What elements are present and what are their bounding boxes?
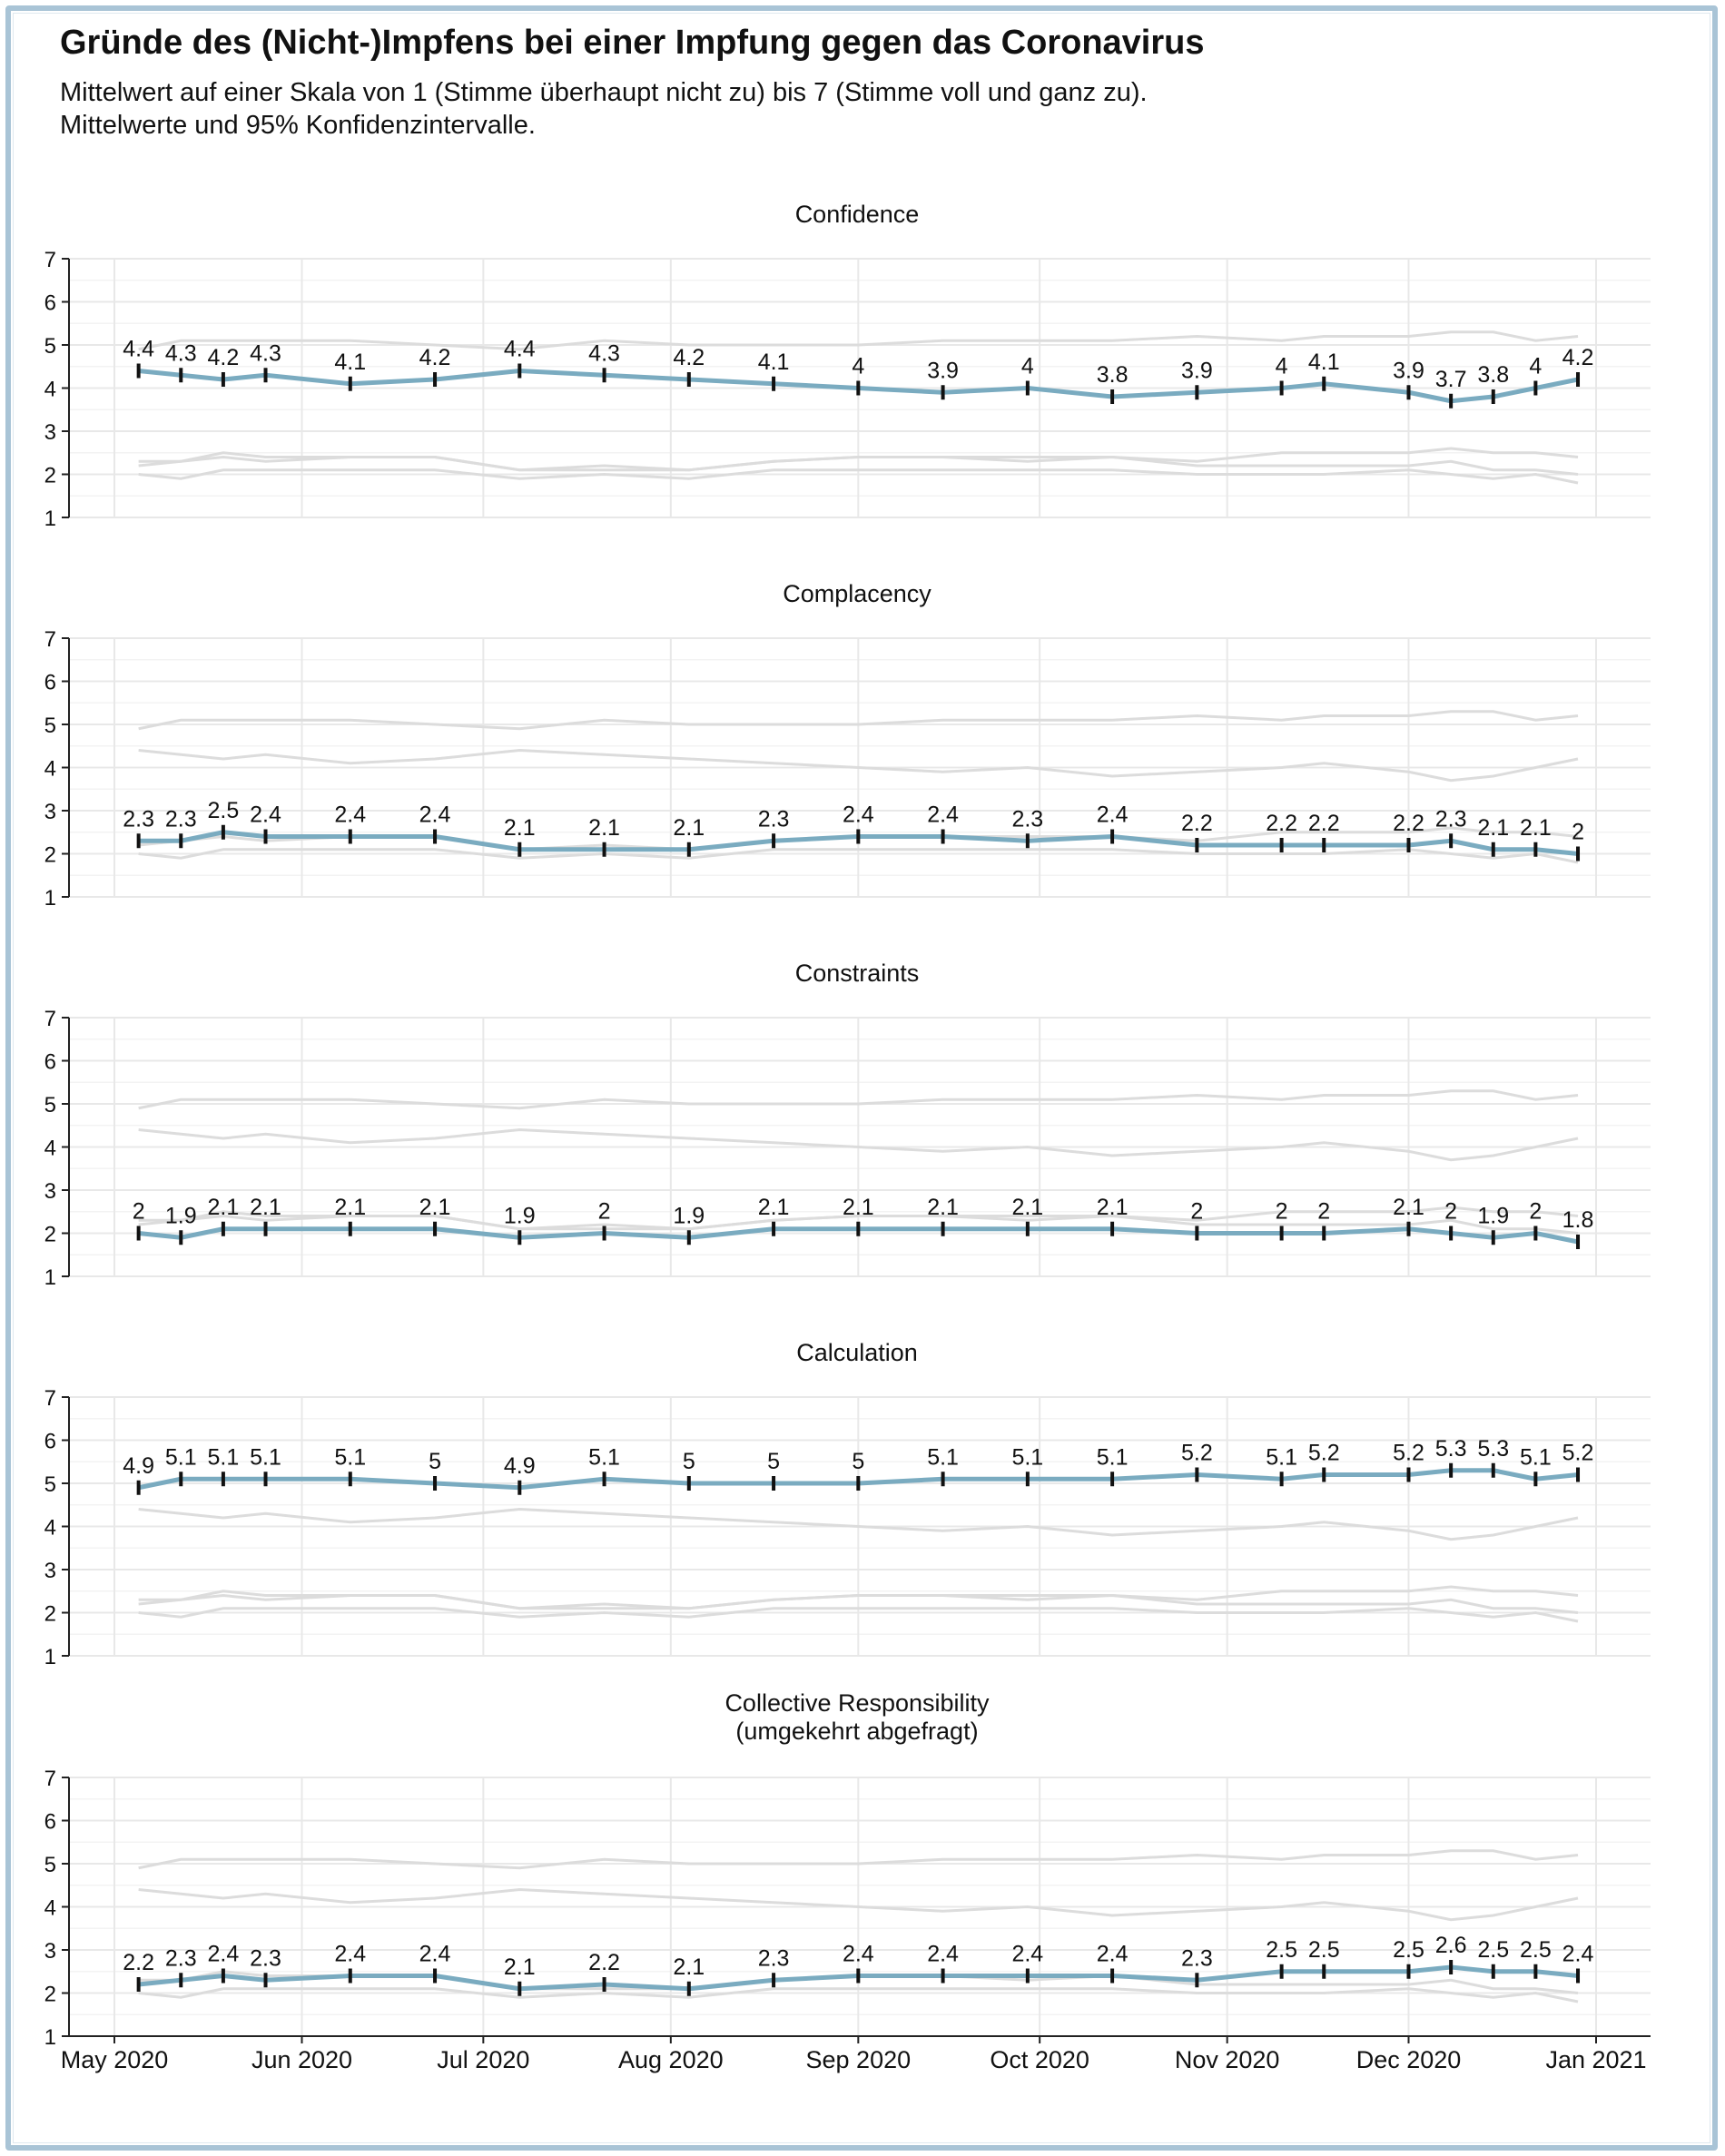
data-label: 5.1 (1520, 1444, 1552, 1471)
data-label: 2.5 (1266, 1936, 1297, 1963)
x-tick-label: Jun 2020 (251, 2046, 353, 2073)
y-tick-label: 4 (44, 1515, 56, 1541)
data-label: 1.9 (1477, 1203, 1510, 1229)
data-label: 5 (429, 1449, 441, 1474)
data-label: 4.9 (503, 1452, 536, 1479)
data-label: 2.4 (842, 1941, 874, 1967)
data-label: 5.1 (927, 1444, 959, 1471)
data-label: 2.1 (1477, 814, 1510, 841)
y-tick-label: 7 (44, 248, 56, 272)
data-label: 2.2 (1393, 811, 1424, 836)
data-label: 5.1 (1266, 1444, 1297, 1471)
data-label: 2.4 (334, 802, 367, 828)
panel-title: Calculation (796, 1339, 918, 1366)
data-label: 4.3 (250, 340, 281, 367)
data-label: 2.1 (250, 1194, 281, 1220)
y-tick-label: 5 (44, 334, 56, 359)
data-label: 2 (1190, 1198, 1204, 1225)
data-label: 1.9 (673, 1203, 705, 1229)
y-tick-label: 1 (44, 1265, 56, 1290)
data-label: 2 (1572, 819, 1584, 845)
panel-calculation (44, 1339, 1651, 1669)
data-label: 2.3 (1180, 1945, 1213, 1972)
y-tick-label: 5 (44, 1472, 56, 1497)
y-tick-label: 6 (44, 1049, 56, 1075)
data-label: 3.9 (927, 358, 959, 384)
data-label: 5.1 (1096, 1444, 1129, 1471)
y-tick-label: 2 (44, 1222, 56, 1247)
y-tick-label: 7 (44, 1007, 56, 1031)
data-label: 2.5 (1393, 1936, 1424, 1963)
data-label: 5.1 (1011, 1444, 1044, 1471)
data-label: 2.3 (757, 806, 790, 832)
data-label: 5.1 (164, 1444, 197, 1471)
x-tick-label: Sep 2020 (805, 2046, 912, 2073)
y-tick-label: 7 (44, 1767, 56, 1791)
data-label: 2.5 (1307, 1936, 1340, 1963)
data-label: 2.1 (927, 1194, 959, 1220)
panel-collective-responsibility (44, 1689, 1651, 2073)
y-tick-label: 3 (44, 420, 56, 445)
x-tick-label: Oct 2020 (990, 2046, 1089, 2073)
data-label: 4.3 (164, 340, 197, 367)
y-tick-label: 2 (44, 842, 56, 868)
data-label: 5.1 (588, 1444, 620, 1471)
x-tick-label: Jan 2021 (1545, 2046, 1647, 2073)
data-label: 5 (767, 1449, 781, 1474)
y-tick-label: 6 (44, 1429, 56, 1454)
data-label: 2.1 (334, 1194, 367, 1220)
data-label: 3.8 (1477, 362, 1510, 388)
panel-complacency (44, 580, 1651, 911)
y-tick-label: 2 (44, 1982, 56, 2007)
subtitle-line-1: Mittelwert auf einer Skala von 1 (Stimme überhaupt nicht zu) bis 7 (Stimme voll und ganz zu). (60, 78, 1148, 107)
y-tick-label: 3 (44, 1939, 56, 1964)
panel-title: Confidence (794, 201, 920, 228)
panel-title: Complacency (783, 580, 932, 607)
data-label: 5 (852, 1449, 865, 1474)
data-label: 2.4 (419, 802, 451, 828)
data-label: 2.1 (207, 1194, 240, 1220)
x-tick-label: Dec 2020 (1355, 2046, 1462, 2073)
data-label: 2.4 (1096, 1941, 1129, 1967)
data-label: 2.1 (1393, 1194, 1424, 1220)
y-tick-label: 5 (44, 1853, 56, 1877)
x-tick-label: Nov 2020 (1174, 2046, 1280, 2073)
chart-title: Gründe des (Nicht-)Impfens bei einer Impfung gegen das Coronavirus (60, 24, 1205, 62)
data-label: 2.1 (673, 1954, 705, 1980)
data-label: 2 (132, 1198, 145, 1225)
data-label: 4.1 (334, 349, 367, 375)
data-label: 5.2 (1307, 1440, 1340, 1466)
data-label: 4.9 (123, 1452, 155, 1479)
data-label: 2.1 (503, 1954, 536, 1980)
data-label: 4.4 (503, 336, 536, 362)
y-tick-label: 6 (44, 1809, 56, 1835)
y-tick-label: 2 (44, 463, 56, 488)
data-label: 2.4 (927, 802, 959, 828)
data-label: 2.4 (207, 1941, 240, 1967)
x-tick-label: Jul 2020 (437, 2046, 530, 2073)
data-label: 2 (1317, 1198, 1331, 1225)
data-label: 2.4 (842, 802, 874, 828)
y-tick-label: 4 (44, 1136, 56, 1161)
data-label: 2.1 (842, 1194, 874, 1220)
panel-title: Collective Responsibility (724, 1689, 990, 1717)
data-label: 3.9 (1180, 358, 1213, 384)
y-tick-label: 1 (44, 507, 56, 531)
data-label: 2.6 (1434, 1933, 1467, 1958)
data-label: 2.1 (1011, 1194, 1044, 1220)
y-tick-label: 6 (44, 670, 56, 695)
data-label: 5.1 (250, 1444, 281, 1471)
data-label: 2.4 (927, 1941, 959, 1967)
data-label: 2.1 (673, 814, 705, 841)
data-label: 2 (597, 1198, 611, 1225)
data-label: 2.3 (757, 1945, 790, 1972)
data-label: 2.2 (1266, 811, 1297, 836)
data-label: 4 (852, 353, 865, 379)
data-label: 4.3 (588, 340, 620, 367)
data-label: 2.4 (250, 802, 281, 828)
data-label: 4.1 (1307, 349, 1340, 375)
y-tick-label: 3 (44, 800, 56, 824)
data-label: 5 (682, 1449, 695, 1474)
y-tick-label: 5 (44, 714, 56, 738)
data-label: 2.4 (419, 1941, 451, 1967)
data-label: 2.1 (503, 814, 536, 841)
data-label: 5.2 (1562, 1440, 1594, 1466)
data-label: 2.3 (164, 806, 197, 832)
y-tick-label: 1 (44, 886, 56, 911)
data-label: 2.4 (1011, 1941, 1044, 1967)
data-label: 2.2 (1180, 811, 1213, 836)
y-tick-label: 7 (44, 1386, 56, 1411)
subtitle-line-2: Mittelwerte und 95% Konfidenzintervalle. (60, 111, 536, 140)
panel-constraints (44, 960, 1651, 1290)
panel-confidence (44, 201, 1651, 531)
y-tick-label: 1 (44, 2025, 56, 2050)
y-tick-label: 2 (44, 1601, 56, 1627)
data-label: 4.4 (123, 336, 155, 362)
x-tick-label: Aug 2020 (618, 2046, 724, 2073)
data-label: 5.2 (1180, 1440, 1213, 1466)
y-tick-label: 6 (44, 290, 56, 316)
y-tick-label: 4 (44, 377, 56, 402)
data-label: 4.2 (673, 345, 705, 370)
data-label: 2 (1275, 1198, 1288, 1225)
data-label: 2 (1529, 1198, 1543, 1225)
data-label: 5.3 (1434, 1435, 1467, 1462)
data-label: 4.2 (419, 345, 451, 370)
data-label: 4 (1275, 353, 1288, 379)
y-tick-label: 4 (44, 1895, 56, 1921)
data-label: 2.3 (164, 1945, 197, 1972)
y-tick-label: 1 (44, 1645, 56, 1669)
data-label: 1.9 (164, 1203, 197, 1229)
data-label: 1.8 (1562, 1207, 1594, 1233)
data-label: 4.2 (207, 345, 240, 370)
data-label: 2.2 (123, 1950, 155, 1975)
data-label: 2.5 (1477, 1936, 1510, 1963)
data-label: 2.1 (419, 1194, 451, 1220)
y-tick-label: 4 (44, 756, 56, 782)
data-label: 5.2 (1393, 1440, 1424, 1466)
x-tick-label: May 2020 (60, 2046, 169, 2073)
data-label: 3.7 (1434, 366, 1467, 392)
data-label: 3.9 (1393, 358, 1424, 384)
data-label: 5.1 (207, 1444, 240, 1471)
data-label: 2.2 (1307, 811, 1340, 836)
data-label: 5.3 (1477, 1435, 1510, 1462)
data-label: 4 (1020, 353, 1034, 379)
y-tick-label: 7 (44, 627, 56, 652)
data-label: 2.1 (588, 814, 620, 841)
data-label: 2.1 (1520, 814, 1552, 841)
y-tick-label: 5 (44, 1093, 56, 1117)
data-label: 2.3 (250, 1945, 281, 1972)
data-label: 2.4 (1562, 1941, 1594, 1967)
data-label: 3.8 (1096, 362, 1129, 388)
panel-title: Constraints (794, 960, 920, 987)
data-label: 1.9 (503, 1203, 536, 1229)
data-label: 2.4 (334, 1941, 367, 1967)
data-label: 2 (1444, 1198, 1458, 1225)
data-label: 4.2 (1562, 345, 1594, 370)
data-label: 4 (1529, 353, 1543, 379)
data-label: 2.1 (1096, 1194, 1129, 1220)
data-label: 2.3 (123, 806, 155, 832)
panel-subtitle: (umgekehrt abgefragt) (735, 1718, 979, 1745)
data-label: 2.4 (1096, 802, 1129, 828)
y-tick-label: 3 (44, 1179, 56, 1204)
data-label: 5.1 (334, 1444, 367, 1471)
data-label: 4.1 (757, 349, 790, 375)
data-label: 2.2 (588, 1950, 620, 1975)
data-label: 2.3 (1434, 806, 1467, 832)
data-label: 2.5 (207, 797, 240, 823)
y-tick-label: 3 (44, 1559, 56, 1583)
data-label: 2.1 (757, 1194, 790, 1220)
data-label: 2.3 (1011, 806, 1044, 832)
data-label: 2.5 (1520, 1936, 1552, 1963)
